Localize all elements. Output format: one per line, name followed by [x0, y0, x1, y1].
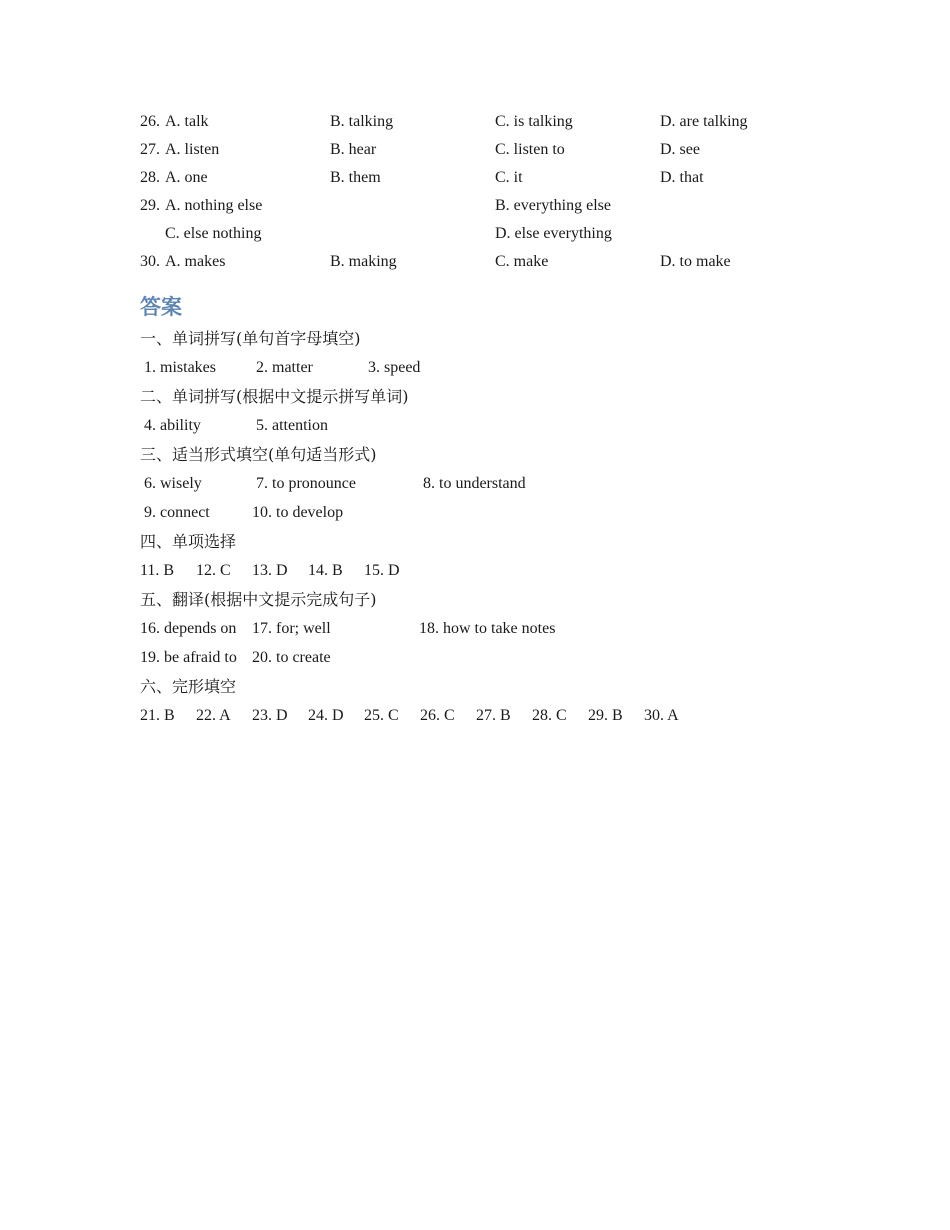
option-c: C. make [495, 253, 549, 270]
option-c: C. it [495, 169, 523, 186]
answers-title: 答案 [140, 295, 182, 319]
answer-row [140, 614, 820, 643]
answer-row [140, 701, 820, 730]
answer-item: 7. to pronounce [256, 475, 356, 492]
answer-item: 14. B [308, 562, 343, 579]
answer-item: 11. B [140, 562, 175, 579]
option-b: B. hear [330, 141, 377, 158]
answer-item: 3. speed [368, 359, 421, 376]
answer-item: 17. for; well [252, 620, 331, 637]
question-30 [140, 248, 820, 276]
question-26 [140, 108, 820, 136]
option-b: B. talking [330, 113, 394, 130]
answer-item: 2. matter [256, 359, 313, 376]
answer-item: 27. B [476, 707, 511, 724]
question-29 [140, 192, 820, 220]
answer-item: 30. A [644, 707, 679, 724]
answer-item: 26. C [420, 707, 455, 724]
answer-item: 10. to develop [252, 504, 344, 521]
section-heading-1: 一、单词拼写(单句首字母填空) [140, 329, 361, 348]
option-a: A. one [165, 169, 208, 186]
answer-row [140, 469, 820, 498]
answer-item: 28. C [532, 707, 567, 724]
answer-item: 9. connect [144, 504, 210, 521]
option-a: A. talk [165, 113, 209, 130]
option-b: B. everything else [495, 197, 611, 214]
answer-item: 12. C [196, 562, 231, 579]
answer-item: 13. D [252, 562, 288, 579]
answer-row [140, 643, 820, 672]
section-heading-4: 四、单项选择 [140, 532, 237, 551]
answer-item: 1. mistakes [144, 359, 216, 376]
answer-row [140, 498, 820, 527]
question-number: 29. [140, 197, 160, 214]
option-d: D. to make [660, 253, 731, 270]
option-b: B. them [330, 169, 381, 186]
answer-item: 15. D [364, 562, 400, 579]
answer-row [140, 353, 820, 382]
answer-item: 5. attention [256, 417, 328, 434]
answer-item: 8. to understand [423, 475, 526, 492]
answer-item: 20. to create [252, 649, 331, 666]
option-d: D. are talking [660, 113, 748, 130]
option-b: B. making [330, 253, 397, 270]
section-heading-6: 六、完形填空 [140, 677, 237, 696]
option-a: A. nothing else [165, 197, 263, 214]
answer-row [140, 556, 820, 585]
option-d: D. see [660, 141, 700, 158]
answer-item: 6. wisely [144, 475, 202, 492]
question-27 [140, 136, 820, 164]
section-heading-3: 三、适当形式填空(单句适当形式) [140, 445, 377, 464]
option-d: D. that [660, 169, 704, 186]
document-page [140, 108, 820, 730]
answer-item: 22. A [196, 707, 231, 724]
answer-item: 19. be afraid to [140, 649, 237, 666]
question-number: 28. [140, 169, 160, 186]
option-c: C. else nothing [165, 225, 262, 242]
option-d: D. else everything [495, 225, 612, 242]
answer-item: 24. D [308, 707, 344, 724]
answer-item: 29. B [588, 707, 623, 724]
answer-item: 4. ability [144, 417, 201, 434]
question-number: 27. [140, 141, 160, 158]
option-c: C. listen to [495, 141, 565, 158]
answer-item: 18. how to take notes [419, 620, 556, 637]
option-c: C. is talking [495, 113, 573, 130]
option-a: A. listen [165, 141, 220, 158]
answer-item: 25. C [364, 707, 399, 724]
option-a: A. makes [165, 253, 226, 270]
answer-item: 23. D [252, 707, 288, 724]
question-29-line-2 [140, 220, 820, 248]
answer-row [140, 411, 820, 440]
question-28 [140, 164, 820, 192]
question-number: 30. [140, 253, 160, 270]
answer-item: 16. depends on [140, 620, 237, 637]
question-number: 26. [140, 113, 160, 130]
section-heading-2: 二、单词拼写(根据中文提示拼写单词) [140, 387, 409, 406]
section-heading-5: 五、翻译(根据中文提示完成句子) [140, 590, 377, 609]
answer-item: 21. B [140, 707, 175, 724]
